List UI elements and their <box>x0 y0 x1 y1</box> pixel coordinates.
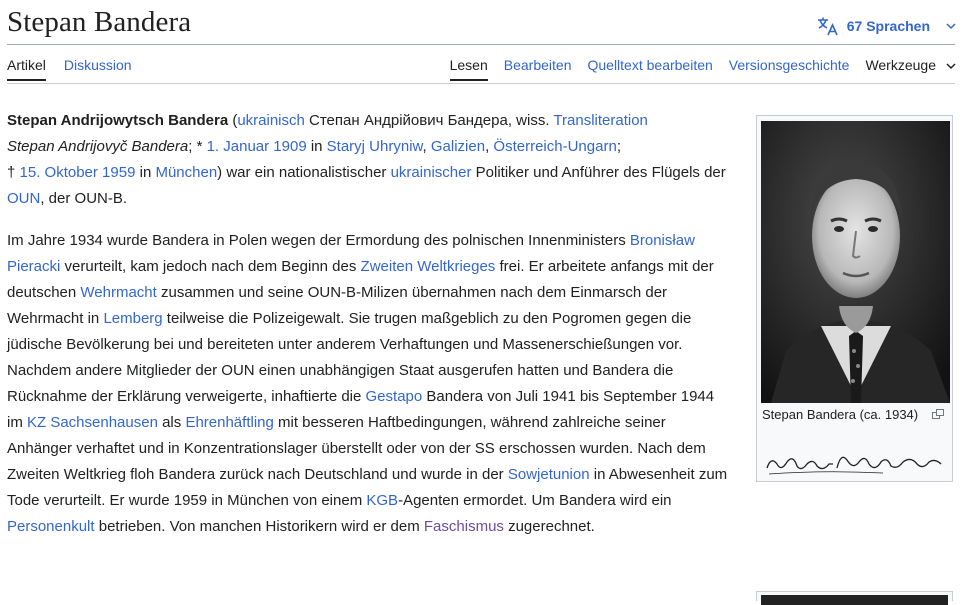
view-tabs <box>450 57 956 81</box>
link-ehrenhaeftling[interactable]: Ehrenhäftling <box>185 414 274 431</box>
transliteration-text: Stepan Andrijovyč Bandera <box>7 138 189 155</box>
text: frei. Er arbeitete anfangs mit der deutschen <box>7 258 714 301</box>
link-gestapo[interactable]: Gestapo <box>365 388 423 405</box>
link-wehrmacht[interactable]: Wehrmacht <box>80 284 157 301</box>
text: -Agenten ermordet. Um Bandera wird ein <box>398 492 672 509</box>
text: , der OUN-B. <box>40 190 128 207</box>
text: als <box>157 414 186 431</box>
link-transliteration[interactable]: Transliteration <box>553 112 648 129</box>
tab-artikel[interactable]: Artikel <box>7 57 46 81</box>
text: zugerechnet. <box>503 518 595 535</box>
tools-label: Werkzeuge <box>865 57 936 73</box>
next-image-edge <box>761 595 948 605</box>
link-kgb[interactable]: KGB <box>366 492 399 509</box>
text: ) war ein nationalistischer <box>217 164 391 181</box>
text: zusammen und seine OUN-B-Milizen übernahmen nach dem Einmarsch der Wehrmacht in <box>7 284 668 327</box>
text: teilweise die Polizeigewalt. Sie trugen maßgeblich zu den Pogromen gegen die jüdische Bevölkerung bei und bereiteten unter anderem Verhaftungen und Massenerschießungen vor. Nachdem andere Mitglieder der OUN einen unabhängigen Staat ausgerufen hatten und Bandera die Rücknahme der Erklärung verweigerte, inhaftierte die <box>7 310 692 405</box>
tab-diskussion[interactable]: Diskussion <box>63 57 132 73</box>
intro-paragraph <box>7 108 732 212</box>
text: , <box>422 138 431 155</box>
link-ukrainischer[interactable]: ukrainischer <box>390 164 472 181</box>
next-infobox-edge <box>756 591 953 601</box>
link-personenkult[interactable]: Personenkult <box>7 518 95 535</box>
text: ; * <box>188 138 207 155</box>
tab-lesen[interactable]: Lesen <box>450 57 488 81</box>
link-deathdate[interactable]: 15. Oktober 1959 <box>19 164 136 181</box>
article-content <box>7 108 732 556</box>
tab-quelltext-bearbeiten[interactable]: Quelltext bearbeiten <box>587 57 713 73</box>
link-pieracki[interactable]: Bronisław Pieracki <box>7 232 695 275</box>
text: in <box>306 138 327 155</box>
page-title: Stepan Bandera <box>7 6 192 38</box>
text: ; <box>616 138 621 155</box>
namespace-tabs <box>7 57 132 81</box>
lemma-name: Stepan Andrijowytsch Bandera <box>7 112 229 129</box>
link-birthdate[interactable]: 1. Januar 1909 <box>206 138 307 155</box>
text: in <box>135 164 156 181</box>
text: , <box>485 138 494 155</box>
link-kz-sachsenhausen[interactable]: KZ Sachsenhausen <box>27 414 158 431</box>
tabs-divider <box>7 83 955 84</box>
tools-menu[interactable] <box>865 57 956 81</box>
text: in Abwesenheit zum Tode verurteilt. Er wurde 1959 in München von einem <box>7 466 728 509</box>
chevron-down-icon <box>938 21 956 31</box>
body-paragraph <box>7 228 732 540</box>
text: ( <box>228 112 238 129</box>
translate-icon <box>817 16 839 36</box>
languages-button[interactable] <box>817 16 956 36</box>
link-lemberg[interactable]: Lemberg <box>103 310 163 327</box>
title-divider <box>7 44 955 45</box>
link-sowjetunion[interactable]: Sowjetunion <box>507 466 590 483</box>
text: Im Jahre 1934 wurde Bandera in Polen wegen der Ermordung des polnischen Innenministers <box>7 232 630 249</box>
text: betrieben. Von manchen Historikern wird er dem <box>94 518 424 535</box>
link-oesterreich-ungarn[interactable]: Österreich-Ungarn <box>493 138 617 155</box>
enlarge-icon[interactable] <box>932 406 944 416</box>
signature-image <box>763 446 943 480</box>
link-muenchen[interactable]: München <box>155 164 218 181</box>
infobox <box>756 115 953 482</box>
link-oun[interactable]: OUN <box>7 190 41 207</box>
link-ukrainisch[interactable]: ukrainisch <box>237 112 305 129</box>
image-caption: Stepan Bandera (ca. 1934) <box>762 407 919 422</box>
text: Politiker und Anführer des Flügels der <box>471 164 726 181</box>
tab-versionsgeschichte[interactable]: Versionsgeschichte <box>728 57 850 73</box>
text: Bandera von Juli 1941 bis September 1944 im <box>7 388 715 431</box>
languages-label: 67 Sprachen <box>846 18 930 34</box>
text: Степан Андрійович Бандера, wiss. <box>304 112 554 129</box>
link-galizien[interactable]: Galizien <box>430 138 486 155</box>
link-zweiter-weltkrieg[interactable]: Zweiten Weltkrieges <box>360 258 496 275</box>
tab-bearbeiten[interactable]: Bearbeiten <box>503 57 572 73</box>
chevron-down-icon <box>936 57 956 73</box>
text: verurteilt, kam jedoch nach dem Beginn des <box>60 258 361 275</box>
link-staryj-uhryniw[interactable]: Staryj Uhryniw <box>326 138 423 155</box>
portrait-image[interactable] <box>761 121 950 403</box>
link-faschismus[interactable]: Faschismus <box>423 518 504 535</box>
text: mit besseren Haftbedingungen, während zahlreiche seiner Anhänger verhaftet und in Konzentrationslager überstellt oder von der SS erschossen wurden. Nach dem Zweiten Weltkrieg floh Bandera zurück nach Deutschland und wurde in der <box>7 414 706 483</box>
text: † <box>7 164 20 181</box>
